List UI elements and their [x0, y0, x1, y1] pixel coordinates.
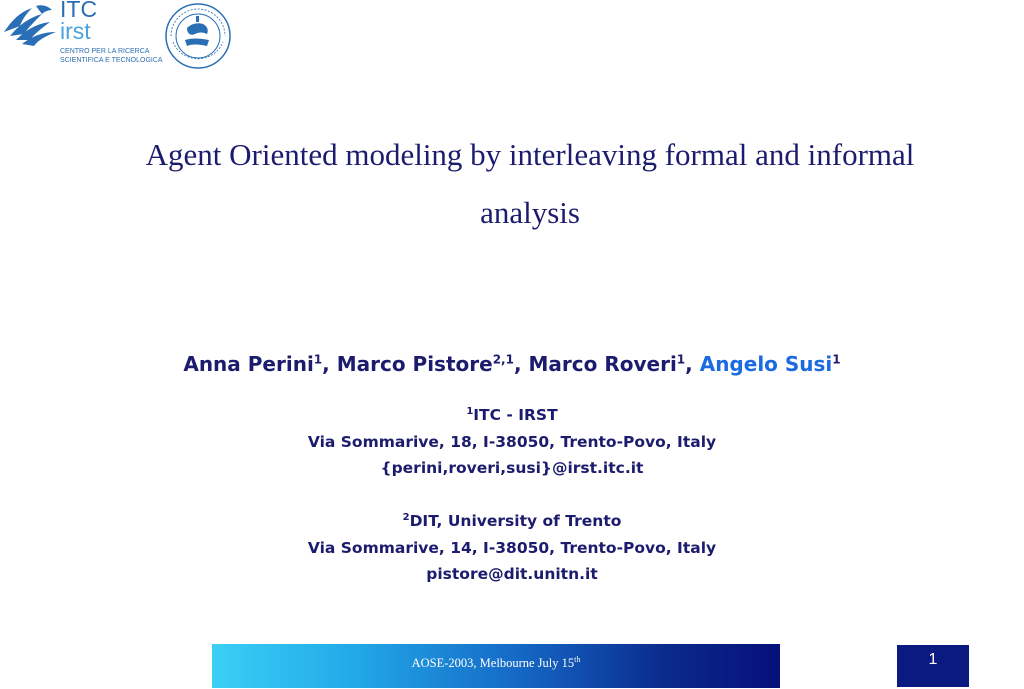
- slide-title: [100, 126, 960, 242]
- affiliation-2-sup: 2: [402, 511, 410, 523]
- logo-subtitle-1: CENTRO PER LA RICERCA: [60, 48, 150, 55]
- page-number: 1: [928, 651, 938, 668]
- affiliation-1-name: $^1$ITC - IRST: [466, 405, 558, 424]
- affiliation-2-name: $^2$DIT, University of Trento: [402, 511, 622, 530]
- author-name: Marco Roveri: [528, 352, 677, 376]
- logo-subtitle-2: SCIENTIFICA E TECNOLOGICA: [60, 57, 163, 64]
- author-separator: ,: [322, 352, 337, 376]
- affiliation-1-email: {perini,roveri,susi}@irst.itc.it: [380, 459, 644, 477]
- title-line-1: Agent Oriented modeling by interleaving formal and informal: [145, 137, 915, 172]
- author-name: Marco Pistore: [336, 352, 493, 376]
- footer-bar: [212, 644, 780, 688]
- title-line-2: analysis: [480, 195, 580, 230]
- affiliation-1-sup: 1: [466, 405, 474, 417]
- affiliation-2-address: Via Sommarive, 14, I-38050, Trento-Povo, Italy: [307, 538, 717, 557]
- author-name-highlighted: Angelo Susi: [699, 352, 833, 376]
- affiliation-1: [0, 402, 1024, 482]
- author-separator: ,: [685, 352, 700, 376]
- page-number-box: [897, 645, 969, 687]
- eagle-logo-icon: [2, 2, 58, 48]
- logo-irst-text: irst: [60, 18, 91, 44]
- author-name: Anna Perini: [183, 352, 314, 376]
- author-affiliation-sup: 1: [832, 352, 841, 367]
- author-affiliation-sup: 2,1: [492, 352, 514, 367]
- affiliation-1-address: Via Sommarive, 18, I-38050, Trento-Povo, Italy: [307, 432, 717, 451]
- author-list: [0, 352, 1024, 376]
- affiliation-2-email: pistore@dit.unitn.it: [426, 565, 598, 583]
- footer-conference-text: AOSE-2003, Melbourne July 15th: [411, 654, 581, 670]
- logo-itc-text: ITC: [60, 0, 98, 22]
- author-affiliation-sup: 1: [313, 352, 323, 367]
- footer-date-suffix: th: [574, 654, 581, 664]
- itc-irst-logo: [0, 0, 163, 70]
- author-separator: ,: [513, 352, 529, 376]
- university-seal-icon: [163, 2, 233, 70]
- affiliation-2: [0, 508, 1024, 588]
- author-affiliation-sup: 1: [676, 352, 686, 367]
